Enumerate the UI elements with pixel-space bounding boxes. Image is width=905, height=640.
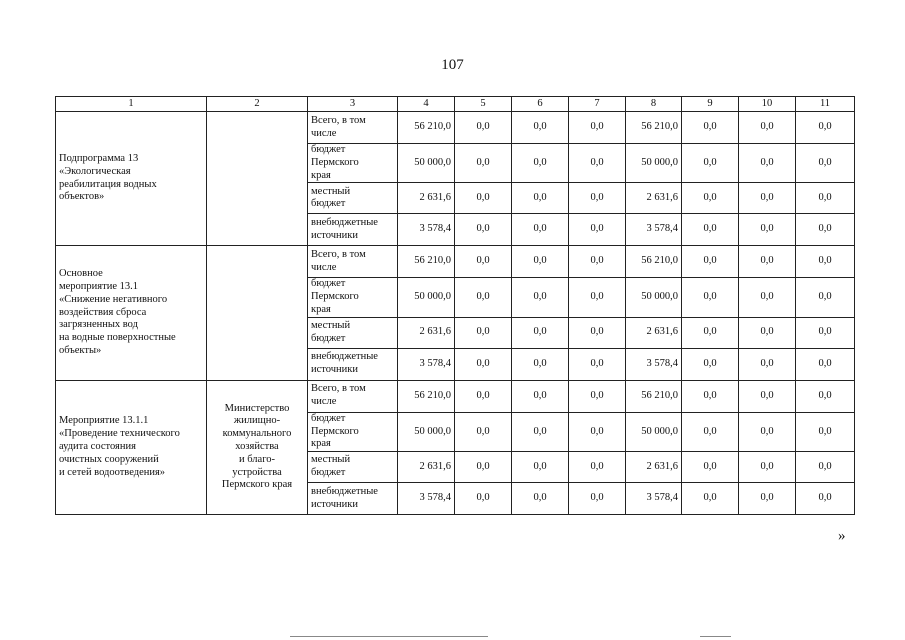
value-cell: 2 631,6 xyxy=(626,317,682,348)
value-cell: 0,0 xyxy=(739,112,796,144)
value-cell: 50 000,0 xyxy=(398,144,455,183)
column-header: 3 xyxy=(308,97,398,112)
column-header: 11 xyxy=(796,97,855,112)
value-cell: 0,0 xyxy=(569,317,626,348)
value-cell: 0,0 xyxy=(455,380,512,412)
program-name-cell: Основное мероприятие 13.1 «Снижение негативного воздействия сброса загрязненных вод на водные поверхностные объекты» xyxy=(56,246,207,380)
value-cell: 0,0 xyxy=(796,144,855,183)
value-cell: 56 210,0 xyxy=(626,112,682,144)
value-cell: 0,0 xyxy=(455,348,512,380)
value-cell: 0,0 xyxy=(796,380,855,412)
value-cell: 0,0 xyxy=(455,483,512,515)
program-name-cell: Мероприятие 13.1.1 «Проведение технического аудита состояния очистных сооружений и сетей водоотведения» xyxy=(56,380,207,514)
value-cell: 50 000,0 xyxy=(398,278,455,317)
table-row xyxy=(56,380,855,412)
value-cell: 0,0 xyxy=(512,483,569,515)
column-header: 7 xyxy=(569,97,626,112)
value-cell: 0,0 xyxy=(569,214,626,246)
value-cell: 0,0 xyxy=(569,380,626,412)
value-cell: 50 000,0 xyxy=(626,412,682,451)
value-cell: 56 210,0 xyxy=(398,246,455,278)
footer-rule xyxy=(700,636,731,637)
value-cell: 0,0 xyxy=(682,246,739,278)
value-cell: 3 578,4 xyxy=(626,483,682,515)
value-cell: 0,0 xyxy=(455,317,512,348)
value-cell: 0,0 xyxy=(455,452,512,483)
funding-source-cell: Всего, в том числе xyxy=(308,380,398,412)
value-cell: 0,0 xyxy=(739,214,796,246)
value-cell: 0,0 xyxy=(796,483,855,515)
value-cell: 0,0 xyxy=(739,412,796,451)
funding-source-cell: внебюджетные источники xyxy=(308,348,398,380)
column-header: 5 xyxy=(455,97,512,112)
table-body xyxy=(56,112,855,515)
value-cell: 50 000,0 xyxy=(398,412,455,451)
funding-source-cell: внебюджетные источники xyxy=(308,214,398,246)
value-cell: 0,0 xyxy=(682,380,739,412)
value-cell: 0,0 xyxy=(739,246,796,278)
value-cell: 0,0 xyxy=(455,246,512,278)
value-cell: 0,0 xyxy=(739,278,796,317)
value-cell: 0,0 xyxy=(569,278,626,317)
value-cell: 0,0 xyxy=(455,412,512,451)
value-cell: 0,0 xyxy=(512,144,569,183)
value-cell: 0,0 xyxy=(512,412,569,451)
column-header: 2 xyxy=(207,97,308,112)
value-cell: 0,0 xyxy=(569,144,626,183)
value-cell: 0,0 xyxy=(512,348,569,380)
value-cell: 0,0 xyxy=(512,246,569,278)
value-cell: 2 631,6 xyxy=(398,317,455,348)
funding-source-cell: бюджет Пермского края xyxy=(308,412,398,451)
value-cell: 0,0 xyxy=(739,317,796,348)
value-cell: 2 631,6 xyxy=(398,452,455,483)
value-cell: 0,0 xyxy=(682,278,739,317)
value-cell: 0,0 xyxy=(682,112,739,144)
value-cell: 0,0 xyxy=(682,183,739,214)
value-cell: 0,0 xyxy=(455,144,512,183)
value-cell: 0,0 xyxy=(796,183,855,214)
value-cell: 0,0 xyxy=(796,278,855,317)
value-cell: 0,0 xyxy=(739,452,796,483)
value-cell: 56 210,0 xyxy=(626,246,682,278)
value-cell: 56 210,0 xyxy=(398,380,455,412)
value-cell: 0,0 xyxy=(796,112,855,144)
funding-source-cell: Всего, в том числе xyxy=(308,112,398,144)
funding-source-cell: бюджет Пермского края xyxy=(308,144,398,183)
executor-cell xyxy=(207,246,308,380)
funding-source-cell: местный бюджет xyxy=(308,317,398,348)
value-cell: 3 578,4 xyxy=(398,214,455,246)
column-header: 9 xyxy=(682,97,739,112)
value-cell: 0,0 xyxy=(512,278,569,317)
table-row xyxy=(56,112,855,144)
program-name-cell: Подпрограмма 13 «Экологическая реабилитация водных объектов» xyxy=(56,112,207,246)
funding-source-cell: внебюджетные источники xyxy=(308,483,398,515)
value-cell: 0,0 xyxy=(682,348,739,380)
funding-source-cell: местный бюджет xyxy=(308,183,398,214)
funding-source-cell: Всего, в том числе xyxy=(308,246,398,278)
value-cell: 0,0 xyxy=(569,246,626,278)
executor-cell xyxy=(207,112,308,246)
value-cell: 0,0 xyxy=(739,144,796,183)
funding-source-cell: местный бюджет xyxy=(308,452,398,483)
value-cell: 0,0 xyxy=(512,452,569,483)
value-cell: 0,0 xyxy=(739,183,796,214)
value-cell: 0,0 xyxy=(796,348,855,380)
value-cell: 0,0 xyxy=(569,183,626,214)
value-cell: 0,0 xyxy=(455,278,512,317)
page-number: 107 xyxy=(441,57,464,73)
value-cell: 0,0 xyxy=(569,348,626,380)
value-cell: 0,0 xyxy=(512,112,569,144)
value-cell: 0,0 xyxy=(682,214,739,246)
value-cell: 0,0 xyxy=(569,112,626,144)
value-cell: 0,0 xyxy=(796,214,855,246)
value-cell: 0,0 xyxy=(739,348,796,380)
value-cell: 0,0 xyxy=(512,183,569,214)
value-cell: 0,0 xyxy=(739,380,796,412)
value-cell: 2 631,6 xyxy=(626,452,682,483)
value-cell: 0,0 xyxy=(455,183,512,214)
table-row xyxy=(56,246,855,278)
value-cell: 2 631,6 xyxy=(398,183,455,214)
budget-table xyxy=(55,96,855,515)
value-cell: 3 578,4 xyxy=(398,483,455,515)
value-cell: 0,0 xyxy=(796,452,855,483)
value-cell: 0,0 xyxy=(682,144,739,183)
value-cell: 3 578,4 xyxy=(626,214,682,246)
value-cell: 0,0 xyxy=(739,483,796,515)
footer-rule xyxy=(290,636,488,637)
value-cell: 0,0 xyxy=(682,317,739,348)
column-number-row xyxy=(56,97,855,112)
executor-cell: Министерство жилищно- коммунального хозяйства и благо- устройства Пермского края xyxy=(207,380,308,514)
column-header: 4 xyxy=(398,97,455,112)
value-cell: 50 000,0 xyxy=(626,278,682,317)
value-cell: 0,0 xyxy=(512,380,569,412)
value-cell: 0,0 xyxy=(682,483,739,515)
value-cell: 0,0 xyxy=(455,214,512,246)
value-cell: 2 631,6 xyxy=(626,183,682,214)
column-header: 1 xyxy=(56,97,207,112)
value-cell: 0,0 xyxy=(569,412,626,451)
value-cell: 56 210,0 xyxy=(626,380,682,412)
continuation-mark: » xyxy=(838,528,846,544)
value-cell: 0,0 xyxy=(455,112,512,144)
value-cell: 0,0 xyxy=(569,452,626,483)
value-cell: 0,0 xyxy=(682,452,739,483)
value-cell: 3 578,4 xyxy=(626,348,682,380)
column-header: 8 xyxy=(626,97,682,112)
funding-source-cell: бюджет Пермского края xyxy=(308,278,398,317)
value-cell: 56 210,0 xyxy=(398,112,455,144)
value-cell: 0,0 xyxy=(682,412,739,451)
value-cell: 0,0 xyxy=(569,483,626,515)
value-cell: 0,0 xyxy=(796,317,855,348)
value-cell: 0,0 xyxy=(796,412,855,451)
value-cell: 3 578,4 xyxy=(398,348,455,380)
value-cell: 0,0 xyxy=(796,246,855,278)
column-header: 10 xyxy=(739,97,796,112)
column-header: 6 xyxy=(512,97,569,112)
value-cell: 50 000,0 xyxy=(626,144,682,183)
value-cell: 0,0 xyxy=(512,214,569,246)
value-cell: 0,0 xyxy=(512,317,569,348)
